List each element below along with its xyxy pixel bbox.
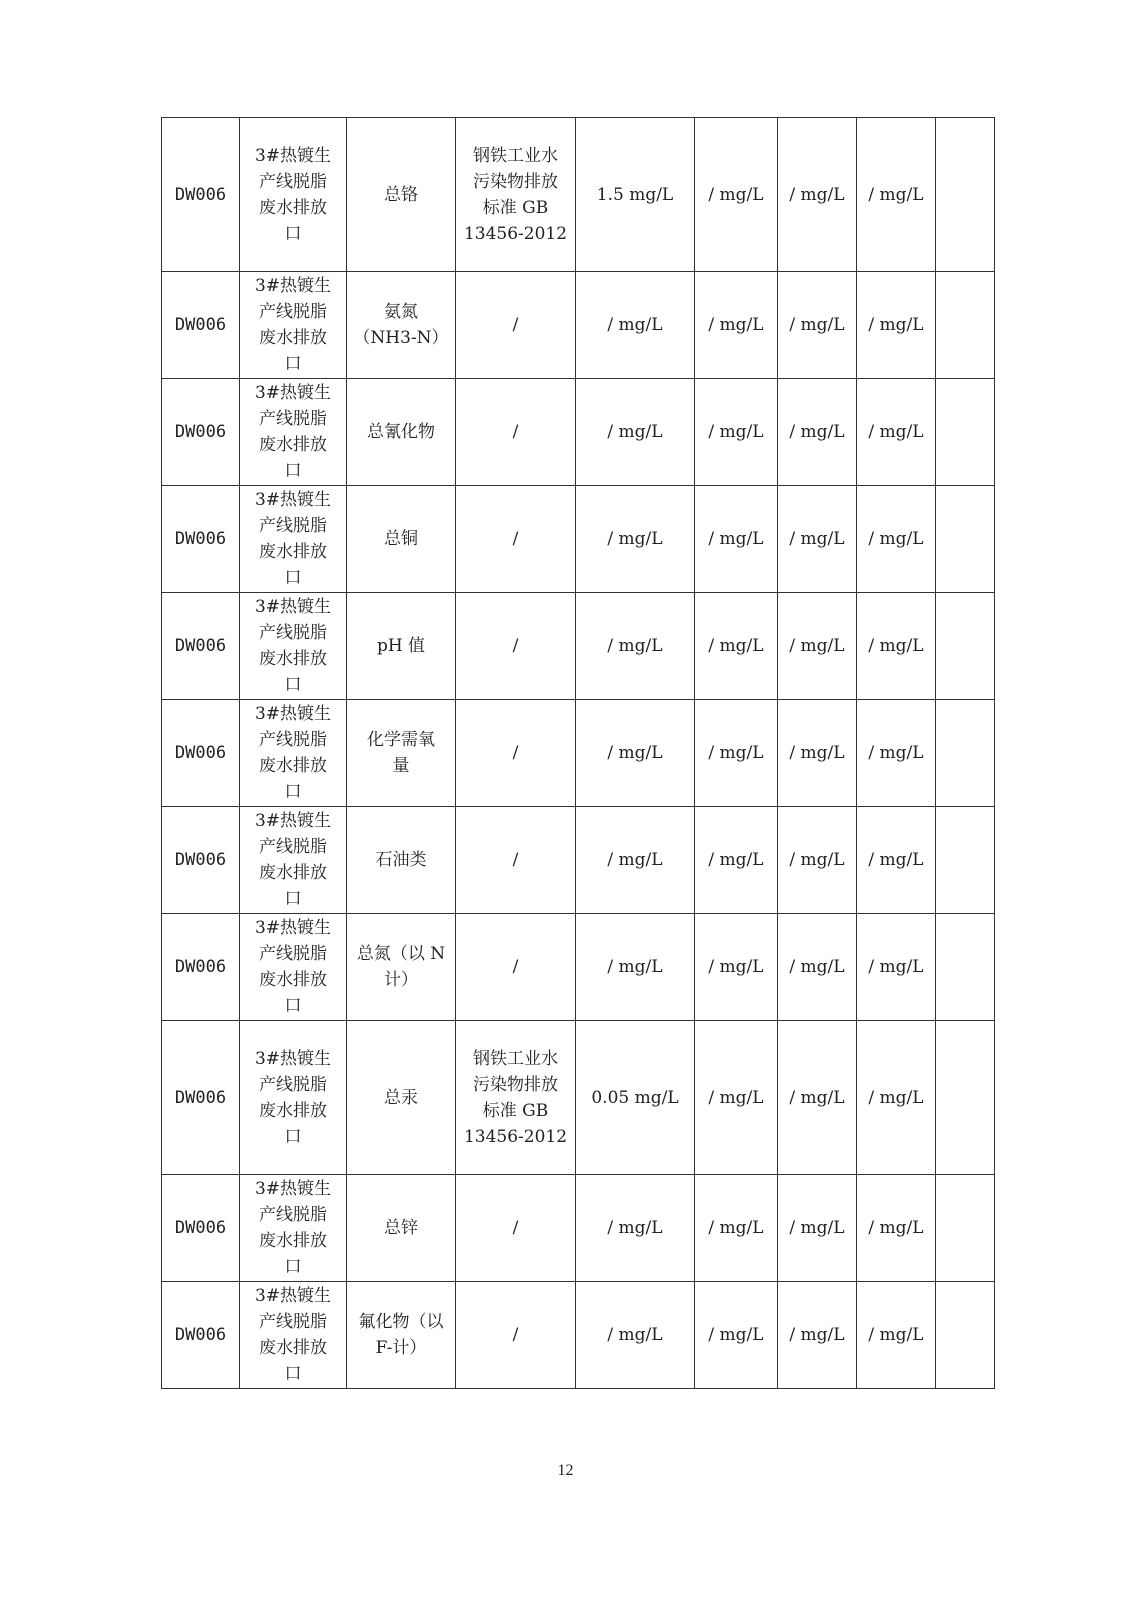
empty-cell (936, 486, 995, 593)
outlet-name-cell: 3#热镀生 产线脱脂 废水排放 口 (240, 486, 347, 593)
outlet-code-cell: DW006 (162, 272, 240, 379)
standard-cell: / (456, 807, 576, 914)
empty-cell (936, 1282, 995, 1389)
table-row (162, 807, 995, 914)
empty-cell (936, 379, 995, 486)
value-cell: / mg/L (695, 272, 778, 379)
value-cell: / mg/L (857, 1282, 936, 1389)
outlet-code-cell: DW006 (162, 1175, 240, 1282)
value-cell: / mg/L (857, 1021, 936, 1175)
value-cell: / mg/L (778, 593, 857, 700)
standard-cell: / (456, 593, 576, 700)
standard-cell: / (456, 1175, 576, 1282)
outlet-code-cell: DW006 (162, 807, 240, 914)
value-cell: / mg/L (778, 486, 857, 593)
standard-cell: / (456, 914, 576, 1021)
empty-cell (936, 700, 995, 807)
pollutant-cell: 氨氮 （NH3-N） (347, 272, 456, 379)
empty-cell (936, 914, 995, 1021)
table-row (162, 1175, 995, 1282)
limit-cell: / mg/L (576, 914, 695, 1021)
outlet-code-cell: DW006 (162, 1282, 240, 1389)
value-cell: / mg/L (695, 700, 778, 807)
pollutant-cell: 氟化物（以 F-计） (347, 1282, 456, 1389)
outlet-name-cell: 3#热镀生 产线脱脂 废水排放 口 (240, 593, 347, 700)
value-cell: / mg/L (857, 914, 936, 1021)
outlet-name-cell: 3#热镀生 产线脱脂 废水排放 口 (240, 700, 347, 807)
value-cell: / mg/L (695, 593, 778, 700)
empty-cell (936, 118, 995, 272)
value-cell: / mg/L (778, 118, 857, 272)
outlet-code-cell: DW006 (162, 914, 240, 1021)
limit-cell: 1.5 mg/L (576, 118, 695, 272)
value-cell: / mg/L (778, 914, 857, 1021)
value-cell: / mg/L (778, 1021, 857, 1175)
limit-cell: / mg/L (576, 807, 695, 914)
limit-cell: 0.05 mg/L (576, 1021, 695, 1175)
outlet-code-cell: DW006 (162, 593, 240, 700)
value-cell: / mg/L (778, 272, 857, 379)
table-row (162, 700, 995, 807)
empty-cell (936, 1021, 995, 1175)
limit-cell: / mg/L (576, 593, 695, 700)
limit-cell: / mg/L (576, 1175, 695, 1282)
outlet-name-cell: 3#热镀生 产线脱脂 废水排放 口 (240, 914, 347, 1021)
table-row (162, 272, 995, 379)
limit-cell: / mg/L (576, 486, 695, 593)
value-cell: / mg/L (695, 1175, 778, 1282)
table-row (162, 1282, 995, 1389)
table-row (162, 593, 995, 700)
outlet-name-cell: 3#热镀生 产线脱脂 废水排放 口 (240, 1282, 347, 1389)
outlet-name-cell: 3#热镀生 产线脱脂 废水排放 口 (240, 1175, 347, 1282)
value-cell: / mg/L (695, 379, 778, 486)
standard-cell: 钢铁工业水 污染物排放 标准 GB 13456-2012 (456, 118, 576, 272)
value-cell: / mg/L (695, 486, 778, 593)
outlet-code-cell: DW006 (162, 1021, 240, 1175)
value-cell: / mg/L (778, 1175, 857, 1282)
value-cell: / mg/L (778, 700, 857, 807)
value-cell: / mg/L (778, 379, 857, 486)
outlet-name-cell: 3#热镀生 产线脱脂 废水排放 口 (240, 379, 347, 486)
limit-cell: / mg/L (576, 700, 695, 807)
pollutant-cell: 石油类 (347, 807, 456, 914)
empty-cell (936, 807, 995, 914)
outlet-name-cell: 3#热镀生 产线脱脂 废水排放 口 (240, 118, 347, 272)
value-cell: / mg/L (857, 118, 936, 272)
outlet-name-cell: 3#热镀生 产线脱脂 废水排放 口 (240, 272, 347, 379)
pollutant-cell: pH 值 (347, 593, 456, 700)
standard-cell: / (456, 486, 576, 593)
limit-cell: / mg/L (576, 379, 695, 486)
value-cell: / mg/L (857, 486, 936, 593)
pollutant-cell: 化学需氧 量 (347, 700, 456, 807)
outlet-name-cell: 3#热镀生 产线脱脂 废水排放 口 (240, 807, 347, 914)
page-number: 12 (557, 1462, 574, 1479)
value-cell: / mg/L (695, 1282, 778, 1389)
value-cell: / mg/L (695, 118, 778, 272)
value-cell: / mg/L (857, 593, 936, 700)
pollutant-cell: 总锌 (347, 1175, 456, 1282)
standard-cell: / (456, 1282, 576, 1389)
value-cell: / mg/L (857, 700, 936, 807)
standard-cell: / (456, 700, 576, 807)
standard-cell: / (456, 272, 576, 379)
table-row (162, 1021, 995, 1175)
outlet-code-cell: DW006 (162, 379, 240, 486)
table-row (162, 914, 995, 1021)
value-cell: / mg/L (778, 807, 857, 914)
pollutant-cell: 总汞 (347, 1021, 456, 1175)
value-cell: / mg/L (857, 379, 936, 486)
value-cell: / mg/L (857, 272, 936, 379)
limit-cell: / mg/L (576, 1282, 695, 1389)
value-cell: / mg/L (695, 1021, 778, 1175)
limit-cell: / mg/L (576, 272, 695, 379)
pollutant-cell: 总铬 (347, 118, 456, 272)
pollutant-cell: 总氰化物 (347, 379, 456, 486)
table-row (162, 486, 995, 593)
table-row (162, 118, 995, 272)
outlet-code-cell: DW006 (162, 486, 240, 593)
table-row (162, 379, 995, 486)
value-cell: / mg/L (695, 914, 778, 1021)
empty-cell (936, 1175, 995, 1282)
outlet-name-cell: 3#热镀生 产线脱脂 废水排放 口 (240, 1021, 347, 1175)
pollutant-cell: 总氮（以 N 计） (347, 914, 456, 1021)
standard-cell: / (456, 379, 576, 486)
outlet-code-cell: DW006 (162, 700, 240, 807)
pollutant-cell: 总铜 (347, 486, 456, 593)
emission-limits-table (161, 117, 995, 1389)
empty-cell (936, 272, 995, 379)
value-cell: / mg/L (695, 807, 778, 914)
value-cell: / mg/L (857, 807, 936, 914)
outlet-code-cell: DW006 (162, 118, 240, 272)
empty-cell (936, 593, 995, 700)
standard-cell: 钢铁工业水 污染物排放 标准 GB 13456-2012 (456, 1021, 576, 1175)
value-cell: / mg/L (857, 1175, 936, 1282)
value-cell: / mg/L (778, 1282, 857, 1389)
